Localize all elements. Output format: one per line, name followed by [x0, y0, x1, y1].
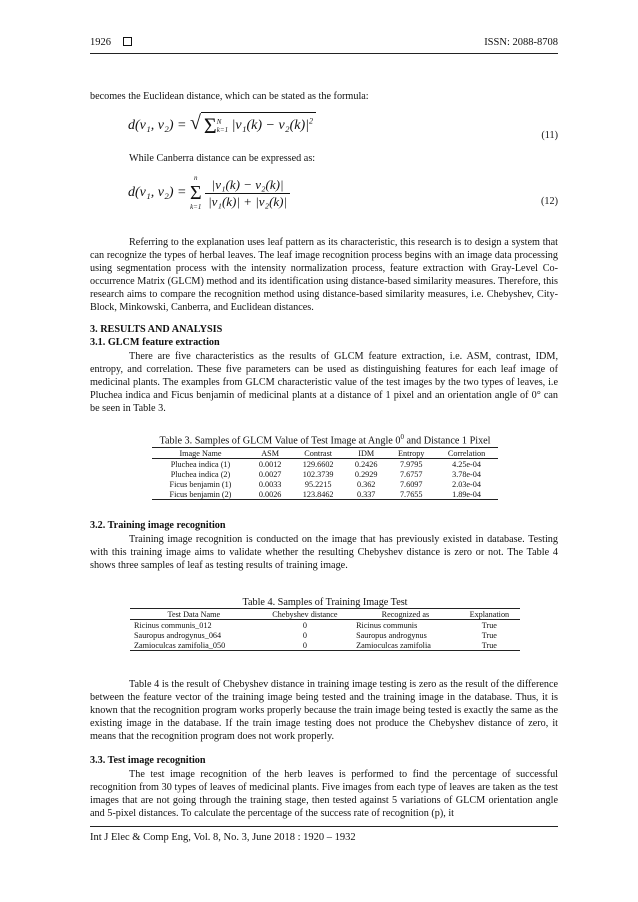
equation-11: d(v₁, v₂) = √ ΣN k=1 $|v_1(k) - v_2(k)|^2$ — [128, 112, 316, 139]
table-4-cell: 0 — [258, 640, 352, 651]
table-4-body — [130, 620, 520, 651]
table-4-cell: 0 — [302, 620, 307, 630]
table-3-cell: 7.9795 — [399, 459, 423, 469]
table-3-cell: Ficus benjamin (1) — [169, 479, 232, 489]
equation-12-number: (12) — [541, 196, 558, 207]
eq11-body: |v₁(k) − v₂(k)| — [231, 118, 309, 134]
table-4-header-cell: Test Data Name — [130, 609, 258, 620]
table-3-header-cell: ASM — [249, 448, 291, 459]
section-3-3-paragraph: The test image recognition of the herb leaves is performed to find the percentage of successful recognition from 30 types of leaves of medicinal plants. Five images from each type of leaves are taken as the test images that are not going through the training stage, then tested against 5 variations of GLCM orientation angle and 5-pixel distances. To calculate the percentage of the success rate of recognition (p), it — [90, 769, 558, 820]
table-3-cell: 3.78e-04 — [452, 469, 481, 479]
table-3-cell: 7.6097 — [399, 479, 423, 489]
table-4-discussion-paragraph: Table 4 is the result of Chebyshev distance in training image testing is zero as the result of the difference between the feature vector of the training image being tested and the training image in the database. Thus, it is known that the recognition program works properly because the train image being tested is exactly the same as the existing image in the database. If the train image testing does not produce the Chebyshev distance of zero, it means that the recognition program does not work properly. — [90, 679, 558, 743]
issn-label: ISSN: 2088-8708 — [484, 37, 558, 48]
table-3-header-cell: Contrast — [291, 448, 345, 459]
eq12-sum-upper: n — [194, 174, 198, 182]
table-3-cell: 7.7655 — [387, 489, 435, 500]
table-3-header-cell: Entropy — [387, 448, 435, 459]
table-4-cell: Sauropus androgynus_064 — [134, 630, 222, 640]
table-3-cell: 95.2215 — [304, 479, 332, 489]
table-3-header-row — [152, 448, 498, 459]
section-3-1-paragraph: There are five characteristics as the results of GLCM feature extraction, i.e. ASM, contrast, IDM, entropy, and correlation. These five parameters can be used as distinguishing features for each leaf image of medicinal plants. The examples from GLCM characteristic value of the test images by the two types of leaves, i.e Pluchea indica and Ficus benjamin of medicinal plants at a distance of 1 pixel and an orientation angle of 0° can be seen in Table 3. — [90, 351, 558, 415]
table-3 — [152, 447, 498, 500]
table-3-header-cell: IDM — [345, 448, 387, 459]
journal-footer: Int J Elec & Comp Eng, Vol. 8, No. 3, June 2018 : 1920 – 1932 — [90, 832, 356, 843]
table-3-row — [152, 469, 498, 479]
table-3-cell: 0.0033 — [258, 479, 282, 489]
table-3-cell: 0.362 — [356, 479, 376, 489]
table-4-cell: Sauropus androgynus — [356, 630, 427, 640]
page-header-left — [90, 37, 132, 48]
section-3-heading: 3. RESULTS AND ANALYSIS — [90, 324, 223, 335]
eq11-lhs: d(v₁, v₂) = — [128, 118, 187, 134]
table-3-row — [152, 479, 498, 489]
square-icon — [123, 37, 132, 46]
table-3-cell: 129.6602 — [302, 459, 334, 469]
table-4-cell: Ricinus communis — [356, 620, 418, 630]
table-4-header-row — [130, 609, 520, 620]
table-3-cell: Ficus benjamin (2) — [152, 489, 249, 500]
header-rule — [90, 53, 558, 54]
table-3-cell: Pluchea indica (2) — [170, 469, 231, 479]
equation-11-number: (11) — [541, 130, 558, 141]
canberra-line: While Canberra distance can be expressed as: — [129, 153, 316, 164]
table-4-cell: Ricinus communis_012 — [134, 620, 212, 630]
table-4-row — [130, 640, 520, 651]
table-3-cell: 0.0026 — [249, 489, 291, 500]
eq11-exponent: 2 — [308, 116, 313, 126]
table-3-header-cell: Image Name — [152, 448, 249, 459]
eq11-sum-lower: k=1 — [216, 126, 229, 134]
table-4-row — [130, 620, 520, 631]
table-3-cell: 0.0027 — [258, 469, 282, 479]
table-3-header-cell: Correlation — [435, 448, 498, 459]
section-3-1-heading: 3.1. GLCM feature extraction — [90, 337, 220, 348]
table-4-header-cell: Chebyshev distance — [258, 609, 352, 620]
table-4-header-cell: Recognized as — [352, 609, 459, 620]
table-4-cell: Zamioculcas zamifolia_050 — [130, 640, 258, 651]
table-4-cell: 0 — [302, 630, 307, 640]
table-3-cell: 4.25e-04 — [452, 459, 481, 469]
table-3-cell: 123.8462 — [291, 489, 345, 500]
intro-line: becomes the Euclidean distance, which can be stated as the formula: — [90, 91, 369, 102]
table-3-cell: 7.6757 — [399, 469, 423, 479]
page-number: 1926 — [90, 37, 111, 48]
eq12-denominator: |v₁(k)| + |v₂(k)| — [208, 193, 288, 209]
section-3-2-heading: 3.2. Training image recognition — [90, 520, 226, 531]
table-4-cell: True — [459, 640, 520, 651]
table-3-cell: 0.2426 — [354, 459, 378, 469]
method-paragraph: Referring to the explanation uses leaf pattern as its characteristic, this research is to design a system that can recognize the types of herbal leaves. The leaf image recognition process begins with an image data processing using segmentation process with the intensity normalization process, feature extraction with Gray-Level Co-occurrence Matrix (GLCM) method and its identification using distance-based similarity measures. Therefore, this research aims to compare the recognition method using distance-based similarity measures, i.e. Chebyshev, City-Block, Minkowski, Canberra, and Euclidean distances. — [90, 237, 558, 314]
table-4-cell: True — [481, 620, 497, 630]
table-3-row — [152, 489, 498, 500]
table-4-row — [130, 630, 520, 640]
table-4-caption: Table 4. Samples of Training Image Test — [242, 597, 408, 608]
table-3-cell: 0.2929 — [354, 469, 378, 479]
equation-12: d(v₁, v₂) = n Σ k=1 $\frac{\text{|v₁(k) − v₂(k)|}}{\text{|v₁(k)| + |v₂(k)|}}$ — [128, 174, 290, 212]
table-4-cell: Zamioculcas zamifolia — [352, 640, 459, 651]
table-3-cell: Pluchea indica (1) — [170, 459, 231, 469]
table-4-cell: True — [481, 630, 497, 640]
table-3-cell: 0.337 — [345, 489, 387, 500]
footer-rule — [90, 826, 558, 827]
table-3-cell: 0.0012 — [258, 459, 282, 469]
section-3-3-heading: 3.3. Test image recognition — [90, 755, 206, 766]
table-3-cell: 2.03e-04 — [452, 479, 481, 489]
section-3-2-paragraph: Training image recognition is conducted on the image that has previously existed in database. Testing with this training image aims to validate whether the resulting Chebyshev distance is zero or not. The Table 4 shows three samples of leaf as testing results of training image. — [90, 534, 558, 572]
table-3-caption: Table 3. Samples of GLCM Value of Test Image at Angle $0^0$ and Distance 1 Pixel — [159, 433, 491, 447]
eq12-lhs: d(v₁, v₂) = — [128, 185, 187, 201]
eq11-sum-upper: N — [216, 118, 222, 126]
eq12-numerator: |v₁(k) − v₂(k)| — [205, 177, 290, 194]
table-4-header-cell: Explanation — [459, 609, 520, 620]
eq12-sum-lower: k=1 — [190, 203, 202, 211]
table-4 — [130, 608, 520, 651]
table-3-cell: 102.3739 — [302, 469, 334, 479]
table-3-body — [152, 459, 498, 500]
table-3-cell: 1.89e-04 — [435, 489, 498, 500]
table-3-row — [152, 459, 498, 470]
